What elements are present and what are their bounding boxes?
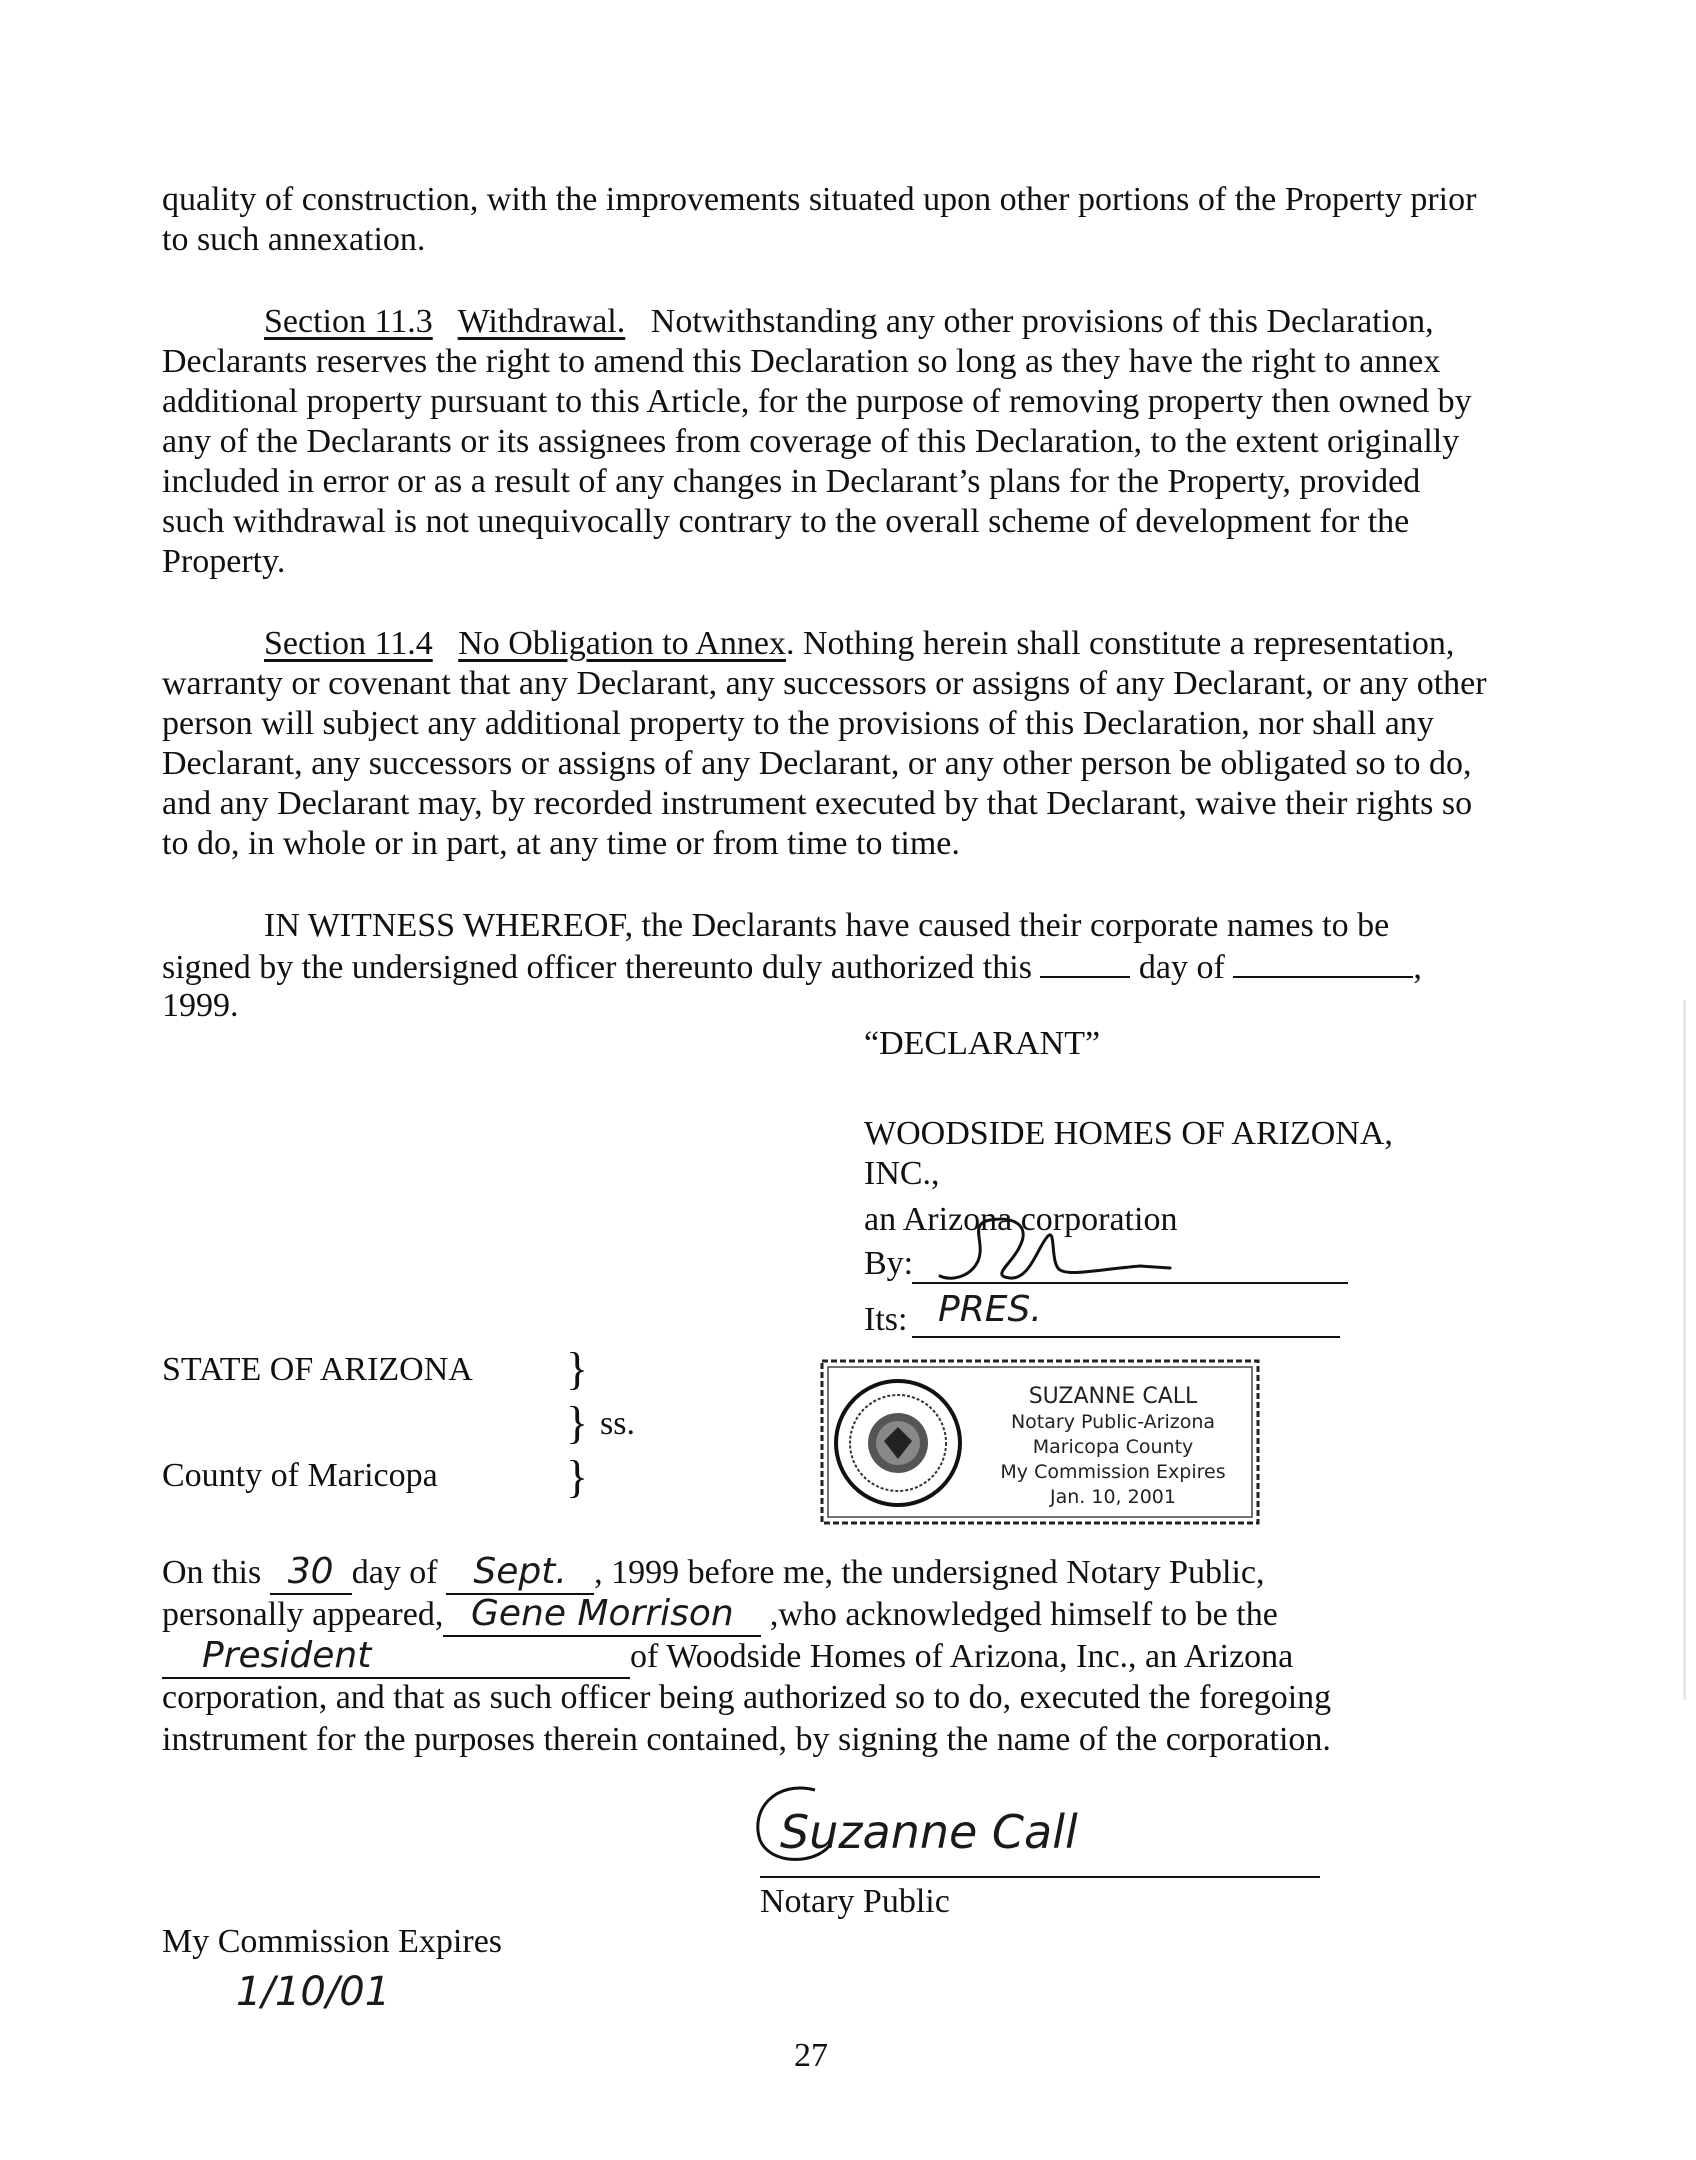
person-handwritten: Gene Morrison (470, 1593, 734, 1634)
ack-text: ,who acknowledged himself to be the (769, 1596, 1278, 1633)
day-blank (1040, 946, 1130, 978)
ack-text: On this (162, 1554, 262, 1591)
section-11-3-first-line (264, 302, 1434, 342)
signature-flourish (745, 1770, 855, 1880)
section-11-3-line: additional property pursuant to this Article, for the purpose of removing property then owned by (162, 383, 1472, 420)
intro-line: quality of construction, with the improvements situated upon other portions of the Property prior (162, 181, 1477, 218)
day-handwritten: 30 (287, 1551, 334, 1592)
section-number: Section 11.3 (264, 303, 433, 340)
by-label: By: (864, 1245, 914, 1282)
ack-line-2 (162, 1594, 1278, 1637)
section-text: . Nothing herein shall constitute a representation, (785, 625, 1455, 662)
day-field (270, 1552, 352, 1595)
section-11-4-line: person will subject any additional property to the provisions of this Declaration, nor shall any (162, 705, 1434, 742)
person-field (443, 1594, 761, 1637)
commission-label: My Commission Expires (1000, 1461, 1226, 1483)
notary-signature: Suzanne Call (780, 1805, 1078, 1859)
commission-expires-label: My Commission Expires (162, 1923, 503, 1960)
state-label: STATE OF ARIZONA (162, 1351, 473, 1388)
section-11-4-line: and any Declarant may, by recorded instrument executed by that Declarant, waive their rights so (162, 785, 1473, 822)
section-11-3-line: Property. (162, 543, 286, 580)
witness-line: IN WITNESS WHEREOF, the Declarants have caused their corporate names to be (264, 907, 1390, 944)
commission-date: Jan. 10, 2001 (1050, 1486, 1176, 1508)
title-field (162, 1636, 630, 1679)
section-11-3-line: any of the Declarants or its assignees from coverage of this Declaration, to the extent originally (162, 423, 1460, 460)
section-title: No Obligation to Annex (458, 625, 786, 662)
month-handwritten: Sept. (473, 1551, 567, 1592)
its-label: Its: (864, 1301, 908, 1338)
its-line (912, 1336, 1340, 1338)
notary-public-label: Notary Public (760, 1883, 950, 1920)
witness-year: 1999. (162, 987, 239, 1024)
venue-brace: } (566, 1397, 589, 1448)
month-field (446, 1552, 594, 1595)
scan-edge (1683, 1000, 1686, 1700)
witness-line (162, 946, 1422, 988)
witness-text: signed by the undersigned officer thereunto duly authorized this (162, 949, 1032, 986)
commission-expires-date: 1/10/01 (236, 1969, 391, 2015)
notary-signature-line (760, 1876, 1320, 1878)
county-label: County of Maricopa (162, 1457, 438, 1494)
corporation-type: an Arizona corporation (864, 1201, 1178, 1238)
notary-county: Maricopa County (1032, 1436, 1194, 1458)
section-11-3-line: included in error or as a result of any changes in Declarant’s plans for the Property, provided (162, 463, 1421, 500)
notary-name: SUZANNE CALL (1028, 1384, 1198, 1409)
section-11-3-line: Declarants reserves the right to amend this Declaration so long as they have the right to annex (162, 343, 1441, 380)
section-11-3-line: such withdrawal is not unequivocally contrary to the overall scheme of development for the (162, 503, 1410, 540)
venue-brace: } (566, 1343, 589, 1394)
ack-line-1 (162, 1552, 1265, 1595)
section-11-4-line: Declarant, any successors or assigns of any Declarant, or any other person be obligated so to do, (162, 745, 1472, 782)
ack-text: , 1999 before me, the undersigned Notary Public, (594, 1554, 1265, 1591)
declarant-heading: “DECLARANT” (864, 1025, 1101, 1062)
ack-line-5: instrument for the purposes therein contained, by signing the name of the corporation. (162, 1721, 1331, 1758)
section-title: Withdrawal. (457, 303, 626, 340)
ack-line-4: corporation, and that as such officer being authorized so to do, executed the foregoing (162, 1679, 1332, 1716)
page-number: 27 (794, 2037, 828, 2074)
company-name: WOODSIDE HOMES OF ARIZONA, (864, 1115, 1393, 1152)
month-blank (1233, 946, 1413, 978)
intro-line: to such annexation. (162, 221, 426, 258)
ack-line-3 (162, 1636, 1293, 1679)
its-handwritten: PRES. (938, 1289, 1042, 1330)
section-11-4-line: to do, in whole or in part, at any time or from time to time. (162, 825, 960, 862)
ack-text: personally appeared, (162, 1596, 444, 1633)
section-text: Notwithstanding any other provisions of this Declaration, (650, 303, 1434, 340)
ss-label: ss. (600, 1405, 635, 1442)
company-name-cont: INC., (864, 1155, 940, 1192)
officer-signature (920, 1206, 1180, 1296)
ack-text: of Woodside Homes of Arizona, Inc., an Arizona (630, 1638, 1294, 1675)
notary-title: Notary Public-Arizona (1010, 1411, 1216, 1433)
section-11-4-line: warranty or covenant that any Declarant, any successors or assigns of any Declarant, or any other (162, 665, 1487, 702)
ack-text: day of (351, 1554, 438, 1591)
venue-brace: } (566, 1451, 589, 1502)
witness-comma: , (1413, 949, 1422, 986)
stamp-text (968, 1383, 1258, 1510)
witness-text: day of (1138, 949, 1225, 986)
title-handwritten: President (202, 1635, 372, 1676)
section-number: Section 11.4 (264, 625, 433, 662)
section-11-4-first-line (264, 624, 1454, 664)
notary-stamp (810, 1353, 1268, 1533)
